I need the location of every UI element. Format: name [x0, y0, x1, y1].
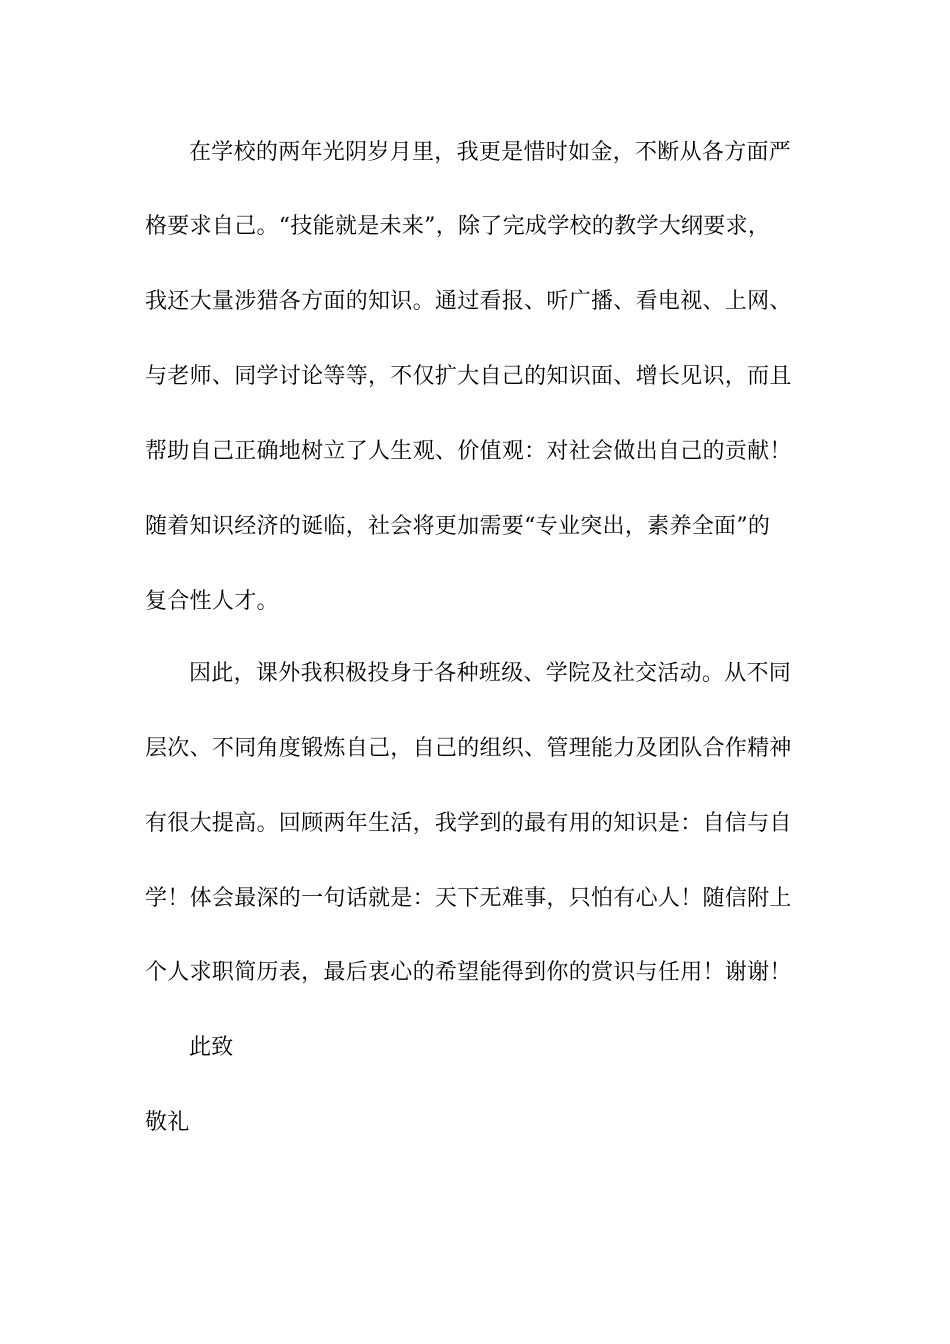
paragraph-1-line-6: 随着知识经济的诞临，社会将更加需要“专业突出，素养全面”的: [145, 514, 771, 539]
closing-regards: 敬礼: [145, 1110, 190, 1135]
paragraph-1-line-1: 在学校的两年光阴岁月里，我更是惜时如金，不断从各方面严: [189, 140, 792, 165]
paragraph-1-line-7: 复合性人才。: [145, 589, 279, 614]
paragraph-1-line-3: 我还大量涉猎各方面的知识。通过看报、听广播、看电视、上网、: [145, 289, 792, 314]
paragraph-1-line-2: 格要求自己。“技能就是未来”，除了完成学校的教学大纲要求，: [145, 214, 771, 239]
paragraph-2-line-2: 层次、不同角度锻炼自己，自己的组织、管理能力及团队合作精神: [145, 736, 792, 761]
paragraph-2-line-3: 有很大提高。回顾两年生活，我学到的最有用的知识是：自信与自: [145, 811, 792, 836]
paragraph-1-line-4: 与老师、同学讨论等等，不仅扩大自己的知识面、增长见识，而且: [145, 364, 792, 389]
closing-salutation: 此致: [189, 1035, 234, 1060]
paragraph-2-line-1: 因此，课外我积极投身于各种班级、学院及社交活动。从不同: [189, 661, 792, 686]
paragraph-2-line-4: 学！体会最深的一句话就是：天下无难事，只怕有心人！随信附上: [145, 886, 792, 911]
paragraph-2-line-5: 个人求职简历表，最后衷心的希望能得到你的赏识与任用！谢谢！: [145, 960, 792, 985]
paragraph-1-line-5: 帮助自己正确地树立了人生观、价值观：对社会做出自己的贡献！: [145, 439, 792, 464]
